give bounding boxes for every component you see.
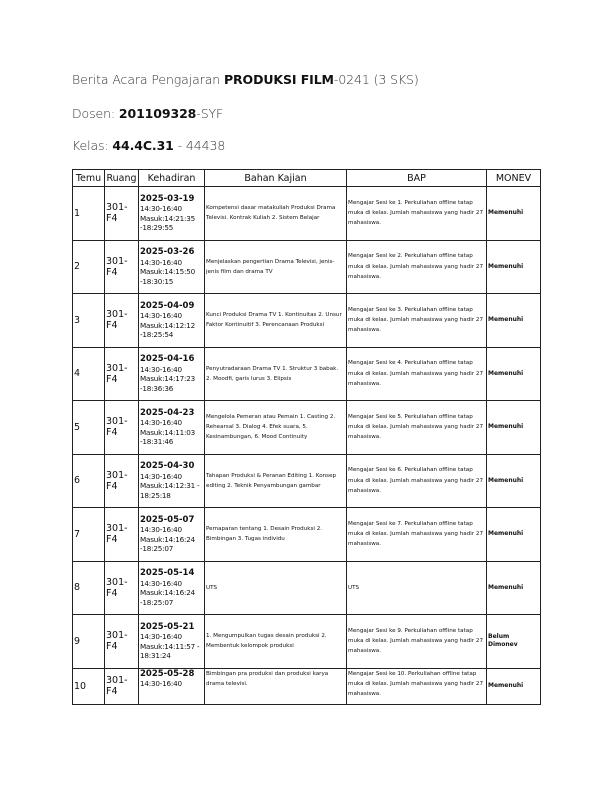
cell-bap: Mengajar Sesi ke 9. Perkuliahan offline tatap muka di kelas. Jumlah mahasiswa yang hadir 27 mahasiswa. (347, 615, 487, 669)
cell-bap: UTS (347, 561, 487, 615)
cell-monev: Memenuhi (487, 454, 541, 508)
cell-time: 14:30-16:40 Masuk:14:17:23 -18:36:36 (140, 364, 195, 393)
cell-bahan-kajian: Menjelaskan pengertian Drama Televisi, jenis-jenis film dan drama TV (205, 240, 347, 294)
header-bap: BAP (347, 170, 487, 187)
cell-monev: Memenuhi (487, 561, 541, 615)
table-row (73, 240, 541, 294)
cell-time: 14:30-16:40 Masuk:14:12:31 - 18:25:18 (140, 471, 200, 500)
title-prefix: Berita Acara Pengajaran (72, 72, 221, 87)
cell-monev: Memenuhi (487, 294, 541, 348)
cell-kehadiran (139, 508, 205, 562)
cell-bahan-kajian: Penyutradaraan Drama TV 1. Struktur 3 babak. 2. Moodfi, garis lurus 3. Elipsis (205, 347, 347, 401)
cell-kehadiran (139, 294, 205, 348)
table-row (73, 347, 541, 401)
cell-kehadiran (139, 347, 205, 401)
cell-bahan-kajian: Kunci Produksi Drama TV 1. Kontinuitas 2. Unsur Faktor Kontinuitif 3. Perencanaan Produksi (205, 294, 347, 348)
cell-ruang: 301-F4 (105, 401, 139, 455)
cell-monev: Memenuhi (487, 347, 541, 401)
cell-kehadiran (139, 187, 205, 241)
cell-time: 14:30-16:40 Masuk:14:11:03 -18:31:46 (140, 418, 195, 447)
cell-date: 2025-04-09 (140, 300, 195, 311)
course-name: PRODUKSI FILM (223, 72, 334, 87)
cell-ruang: 301-F4 (105, 187, 139, 241)
class-line (72, 138, 225, 153)
header-ruang: Ruang (105, 170, 139, 187)
cell-time: 14:30-16:40 Masuk:14:16:24 -18:25:07 (140, 578, 195, 607)
table-row (73, 615, 541, 669)
cell-bap: Mengajar Sesi ke 6. Perkuliahan offline tatap muka di kelas. Jumlah mahasiswa yang hadir 27 mahasiswa. (347, 454, 487, 508)
cell-temu: 9 (73, 615, 105, 669)
cell-date: 2025-04-23 (140, 407, 195, 418)
page-title (72, 72, 419, 87)
cell-bap: Mengajar Sesi ke 3. Perkuliahan offline tatap muka di kelas. Jumlah mahasiswa yang hadir 27 mahasiswa. (347, 294, 487, 348)
cell-monev: Memenuhi (487, 401, 541, 455)
cell-temu: 1 (73, 187, 105, 241)
cell-bahan-kajian: Mengelola Pemeran atau Pemain 1. Casting 2. Rehearsal 3. Dialog 4. Efek suara, 5. Kesinambungan, 6. Mood Continuity (205, 401, 347, 455)
cell-ruang: 301-F4 (105, 347, 139, 401)
cell-date: 2025-05-14 (140, 568, 195, 579)
cell-date: 2025-03-19 (140, 193, 195, 204)
cell-date: 2025-04-16 (140, 354, 195, 365)
cell-monev: Belum Dimonev (487, 615, 541, 669)
cell-bap: Mengajar Sesi ke 5. Perkuliahan offline tatap muka di kelas. Jumlah mahasiswa yang hadir 27 mahasiswa. (347, 401, 487, 455)
cell-kehadiran (139, 401, 205, 455)
cell-bap: Mengajar Sesi ke 4. Perkuliahan offline tatap muka di kelas. Jumlah mahasiswa yang hadir 27 mahasiswa. (347, 347, 487, 401)
cell-monev: Memenuhi (487, 187, 541, 241)
cell-temu: 8 (73, 561, 105, 615)
table-header-row (73, 170, 541, 187)
lecturer-id: 201109328 (118, 106, 197, 121)
cell-date: 2025-05-07 (140, 514, 195, 525)
cell-bap: Mengajar Sesi ke 1. Perkuliahan offline tatap muka di kelas. Jumlah mahasiswa yang hadir 27 mahasiswa. (347, 187, 487, 241)
cell-kehadiran (139, 454, 205, 508)
cell-time: 14:30-16:40 Masuk:14:16:24 -18:25:07 (140, 525, 195, 554)
cell-kehadiran (139, 240, 205, 294)
cell-time: 14:30-16:40 Masuk:14:21:35 -18:29:55 (140, 204, 195, 233)
cell-ruang: 301-F4 (105, 240, 139, 294)
cell-ruang: 301-F4 (105, 561, 139, 615)
cell-ruang: 301-F4 (105, 668, 139, 704)
header-monev: MONEV (487, 170, 541, 187)
cell-bahan-kajian: Tahapan Produksi & Peranan Editing 1. Konsep editing 2. Teknik Penyambungan gambar (205, 454, 347, 508)
cell-bahan-kajian: 1. Mengumpulkan tugas desain produksi 2. Membentuk kelompok produksi (205, 615, 347, 669)
cell-date: 2025-03-26 (140, 247, 195, 258)
header-kehadiran: Kehadiran (139, 170, 205, 187)
table-row (73, 561, 541, 615)
cell-kehadiran (139, 668, 205, 704)
cell-kehadiran (139, 615, 205, 669)
cell-time: 14:30-16:40 Masuk:14:15:50 -18:30:15 (140, 257, 195, 286)
cell-monev: Memenuhi (487, 668, 541, 704)
cell-temu: 5 (73, 401, 105, 455)
table-row (73, 668, 541, 704)
header-temu: Temu (73, 170, 105, 187)
cell-kehadiran (139, 561, 205, 615)
table-row (73, 187, 541, 241)
cell-date: 2025-04-30 (140, 461, 195, 472)
cell-bap: Mengajar Sesi ke 10. Perkuliahan offline tatap muka di kelas. Jumlah mahasiswa yang hadir 27 mahasiswa. (347, 668, 487, 704)
cell-ruang: 301-F4 (105, 615, 139, 669)
cell-date: 2025-05-28 (140, 668, 195, 679)
cell-temu: 6 (73, 454, 105, 508)
cell-bahan-kajian: Pemaparan tentang 1. Desain Produksi 2. Bimbingan 3. Tugas individu (205, 508, 347, 562)
cell-temu: 7 (73, 508, 105, 562)
class-label: Kelas: (72, 138, 109, 153)
cell-monev: Memenuhi (487, 240, 541, 294)
cell-ruang: 301-F4 (105, 454, 139, 508)
cell-bap: Mengajar Sesi ke 2. Perkuliahan offline tatap muka di kelas. Jumlah mahasiswa yang hadir 27 mahasiswa. (347, 240, 487, 294)
cell-temu: 4 (73, 347, 105, 401)
table-row (73, 454, 541, 508)
cell-temu: 10 (73, 668, 105, 704)
cell-ruang: 301-F4 (105, 508, 139, 562)
cell-bahan-kajian: UTS (205, 561, 347, 615)
cell-temu: 2 (73, 240, 105, 294)
table-row (73, 401, 541, 455)
lecturer-line (72, 106, 223, 121)
table-row (73, 508, 541, 562)
class-code: 44.4C.31 (112, 138, 174, 153)
cell-monev: Memenuhi (487, 508, 541, 562)
lecturer-suffix: -SYF (196, 106, 224, 121)
cell-ruang: 301-F4 (105, 294, 139, 348)
cell-bap: Mengajar Sesi ke 7. Perkuliahan offline tatap muka di kelas. Jumlah mahasiswa yang hadir 27 mahasiswa. (347, 508, 487, 562)
cell-bahan-kajian: Bimbingan pra produksi dan produksi karya drama televisi. (205, 668, 347, 704)
attendance-table (72, 169, 541, 705)
cell-temu: 3 (73, 294, 105, 348)
lecturer-label: Dosen: (72, 106, 116, 121)
class-suffix: - 44438 (173, 138, 226, 153)
cell-bahan-kajian: Kompetensi dasar matakuliah Produksi Drama Televisi. Kontrak Kuliah 2. Sistem Belajar (205, 187, 347, 241)
course-suffix: -0241 (3 SKS) (333, 72, 419, 87)
cell-date: 2025-05-21 (140, 621, 195, 632)
cell-time: 14:30-16:40 (140, 679, 182, 689)
cell-time: 14:30-16:40 Masuk:14:12:12 -18:25:54 (140, 311, 195, 340)
table-row (73, 294, 541, 348)
header-bahan-kajian: Bahan Kajian (205, 170, 347, 187)
cell-time: 14:30-16:40 Masuk:14:11:57 - 18:31:24 (140, 632, 200, 661)
